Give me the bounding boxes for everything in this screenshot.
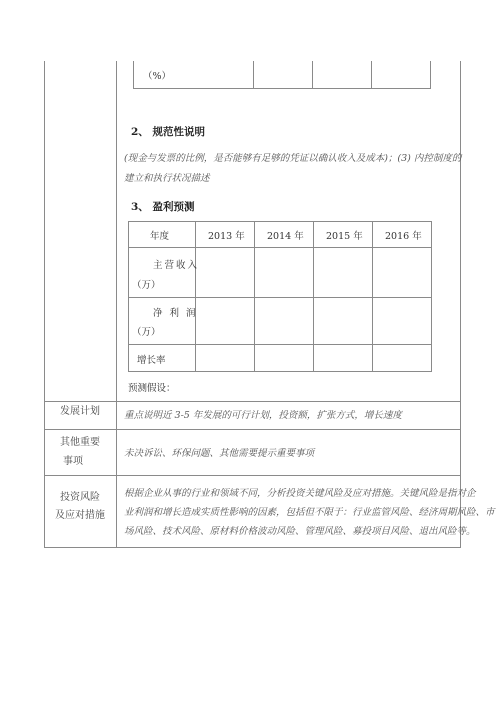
row-label-investment-risk-2: 及应对措施	[55, 510, 105, 521]
forecast-value-cell	[372, 344, 432, 372]
row-content-investment-risk-2: 业利润和增长造成实质性影响的因素，包括但不限于：行业监管风险、经济周期风险、市	[124, 507, 495, 518]
forecast-value-cell	[313, 247, 373, 298]
forecast-value-cell	[254, 344, 314, 372]
row-divider	[44, 401, 461, 402]
row-content-investment-risk-1: 根据企业从事的行业和领域不同，分析投资关键风险及应对措施。关键风险是指对企	[124, 488, 476, 499]
forecast-header-2016: 2016 年	[385, 231, 422, 242]
forecast-value-cell	[254, 297, 314, 345]
forecast-header-2015: 2015 年	[326, 231, 363, 242]
forecast-value-cell	[372, 297, 432, 345]
forecast-assumption-label: 预测假设：	[128, 383, 176, 394]
forecast-header-2013: 2013 年	[208, 231, 245, 242]
forecast-row-unit: （万）	[132, 280, 161, 291]
section2-heading: 2、 规范性说明	[131, 126, 205, 138]
forecast-row-label: 主营收入	[153, 260, 200, 271]
forecast-value-cell	[313, 297, 373, 345]
row-label-other-matters-2: 事项	[63, 456, 83, 467]
row-content-development-plan: 重点说明近 3-5 年发展的可行计划，投资额，扩张方式，增长速度	[124, 410, 402, 421]
top-row-unit-label: （%）	[143, 71, 172, 82]
forecast-row-label: 增长率	[137, 355, 166, 366]
row-divider	[44, 475, 461, 476]
row-content-other-matters: 未决诉讼、环保问题、其他需要提示重要事项	[124, 448, 315, 459]
top-row-cell	[312, 61, 372, 89]
section2-body-line1: (现金与发票的比例，是否能够有足够的凭证以确认收入及成本)；(3) 内控制度的	[124, 153, 462, 164]
top-row-cell	[253, 61, 313, 89]
row-content-investment-risk-3: 场风险、技术风险、原材料价格波动风险、管理风险、募投项目风险、退出风险等。	[124, 526, 476, 537]
row-label-development-plan: 发展计划	[60, 406, 100, 417]
top-row-cell	[371, 61, 431, 89]
forecast-row-unit: （万）	[132, 327, 161, 338]
section3-heading: 3、 盈利预测	[131, 201, 195, 213]
forecast-value-cell	[195, 344, 255, 372]
forecast-row-label: 净 利 润	[153, 308, 198, 319]
row-label-other-matters-1: 其他重要	[60, 437, 100, 448]
row-divider	[44, 429, 461, 430]
forecast-value-cell	[313, 344, 373, 372]
forecast-header-2014: 2014 年	[267, 231, 304, 242]
forecast-value-cell	[372, 247, 432, 298]
forecast-header-year: 年度	[150, 231, 170, 242]
forecast-value-cell	[195, 247, 255, 298]
row-label-investment-risk-1: 投资风险	[60, 492, 100, 503]
section2-body-line2: 建立和执行状况描述	[124, 173, 210, 184]
forecast-value-cell	[254, 247, 314, 298]
forecast-value-cell	[195, 297, 255, 345]
